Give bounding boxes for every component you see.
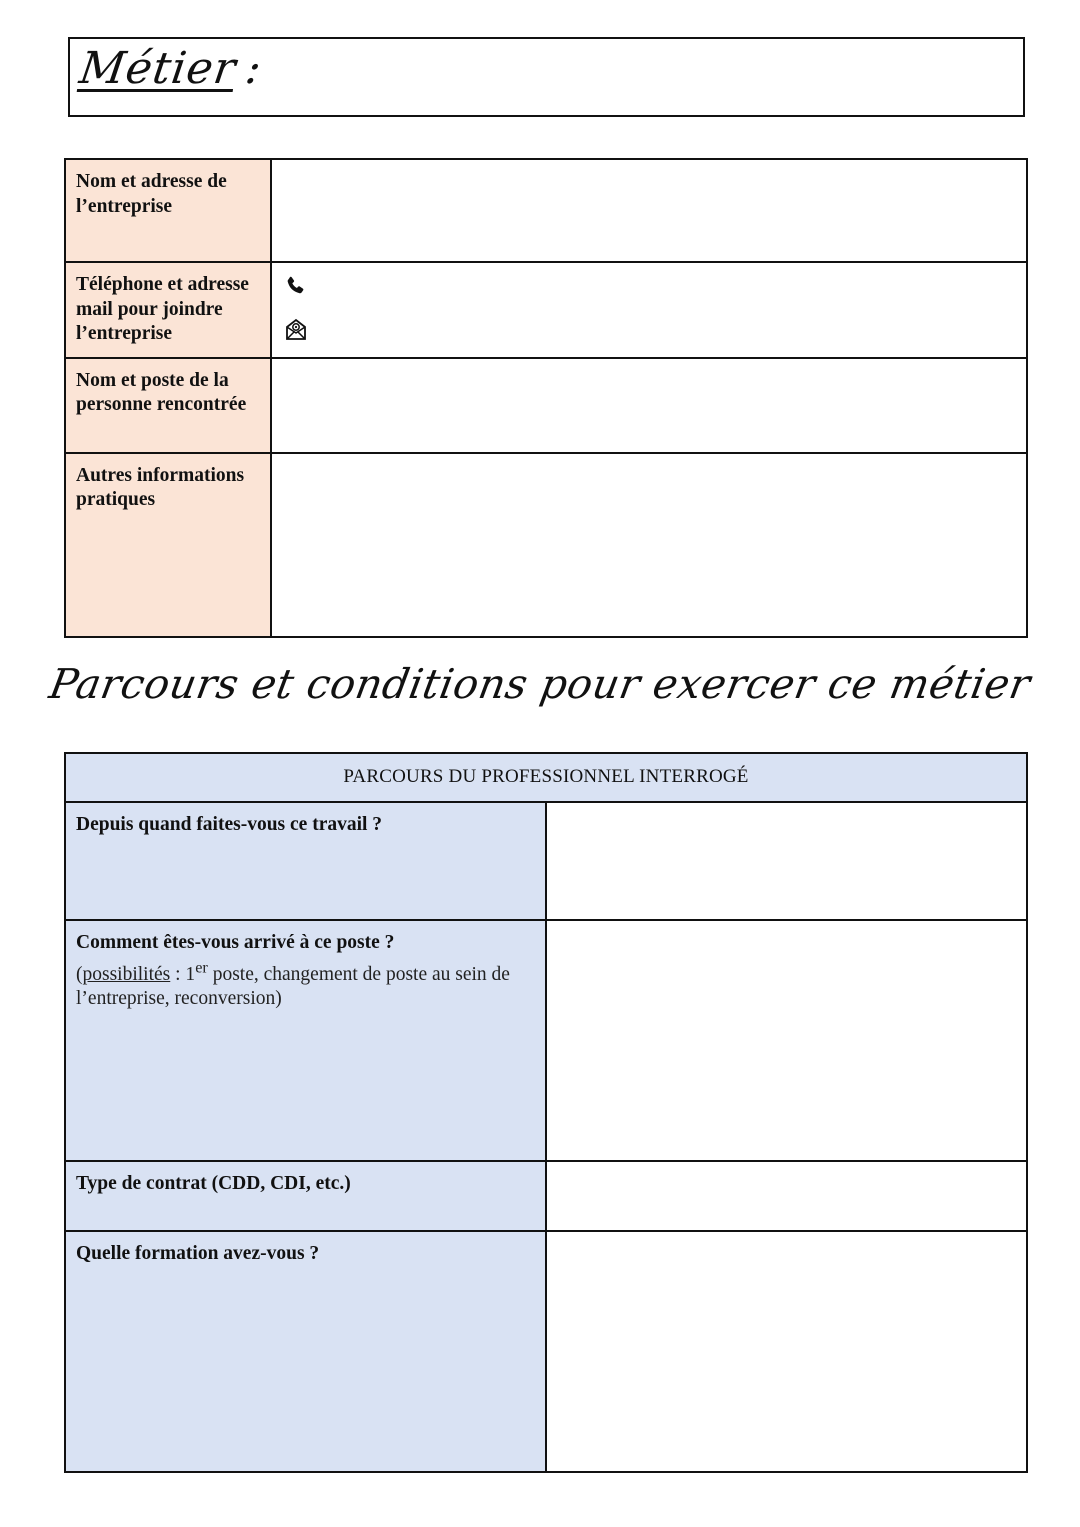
job-title-box [68,37,1025,117]
hint-keyword: possibilités [82,963,171,985]
hint-open: ( [76,963,83,985]
how-arrived-cell [65,920,546,1161]
job-title-colon: : [242,43,266,94]
hint-sup: er [195,958,208,976]
company-contact-field[interactable] [271,262,1027,358]
career-table-header: PARCOURS DU PROFESSIONNEL INTERROGÉ [65,753,1027,802]
how-arrived-field[interactable] [546,920,1027,1161]
contact-person-field[interactable] [271,358,1027,453]
since-when-label: Depuis quand faites-vous ce travail ? [65,802,546,920]
table-row [65,358,1027,453]
table-row [65,1231,1027,1472]
contract-type-label: Type de contrat (CDD, CDI, etc.) [65,1161,546,1231]
job-title-word: Métier [76,43,240,94]
training-label: Quelle formation avez-vous ? [65,1231,546,1472]
table-row [65,159,1027,262]
table-row [65,802,1027,920]
table-row [65,920,1027,1161]
company-info-table [64,158,1028,638]
contract-type-field[interactable] [546,1161,1027,1231]
table-row [65,262,1027,358]
other-info-label: Autres informations pratiques [65,453,271,637]
how-arrived-label: Comment êtes-vous arrivé à ce poste ? [76,931,395,953]
other-info-field[interactable] [271,453,1027,637]
company-name-address-label: Nom et adresse de l’entreprise [65,159,271,262]
training-field[interactable] [546,1231,1027,1472]
company-name-address-field[interactable] [271,159,1027,262]
company-contact-label: Téléphone et adresse mail pour joindre l’entreprise [65,262,271,358]
mail-icon [284,318,308,342]
how-arrived-hint [76,958,510,1010]
table-row [65,453,1027,637]
contact-person-label: Nom et poste de la personne rencontrée [65,358,271,453]
since-when-field[interactable] [546,802,1027,920]
phone-icon [284,275,306,297]
table-row [65,1161,1027,1231]
hint-mid: : 1 [170,963,196,985]
career-table [64,752,1028,1473]
table-header-row [65,753,1027,802]
section-title: Parcours et conditions pour exercer ce métier [45,660,1035,708]
job-title [76,43,265,94]
hint-rest: poste, changement de poste au sein de l’entreprise, reconversion) [76,963,510,1009]
